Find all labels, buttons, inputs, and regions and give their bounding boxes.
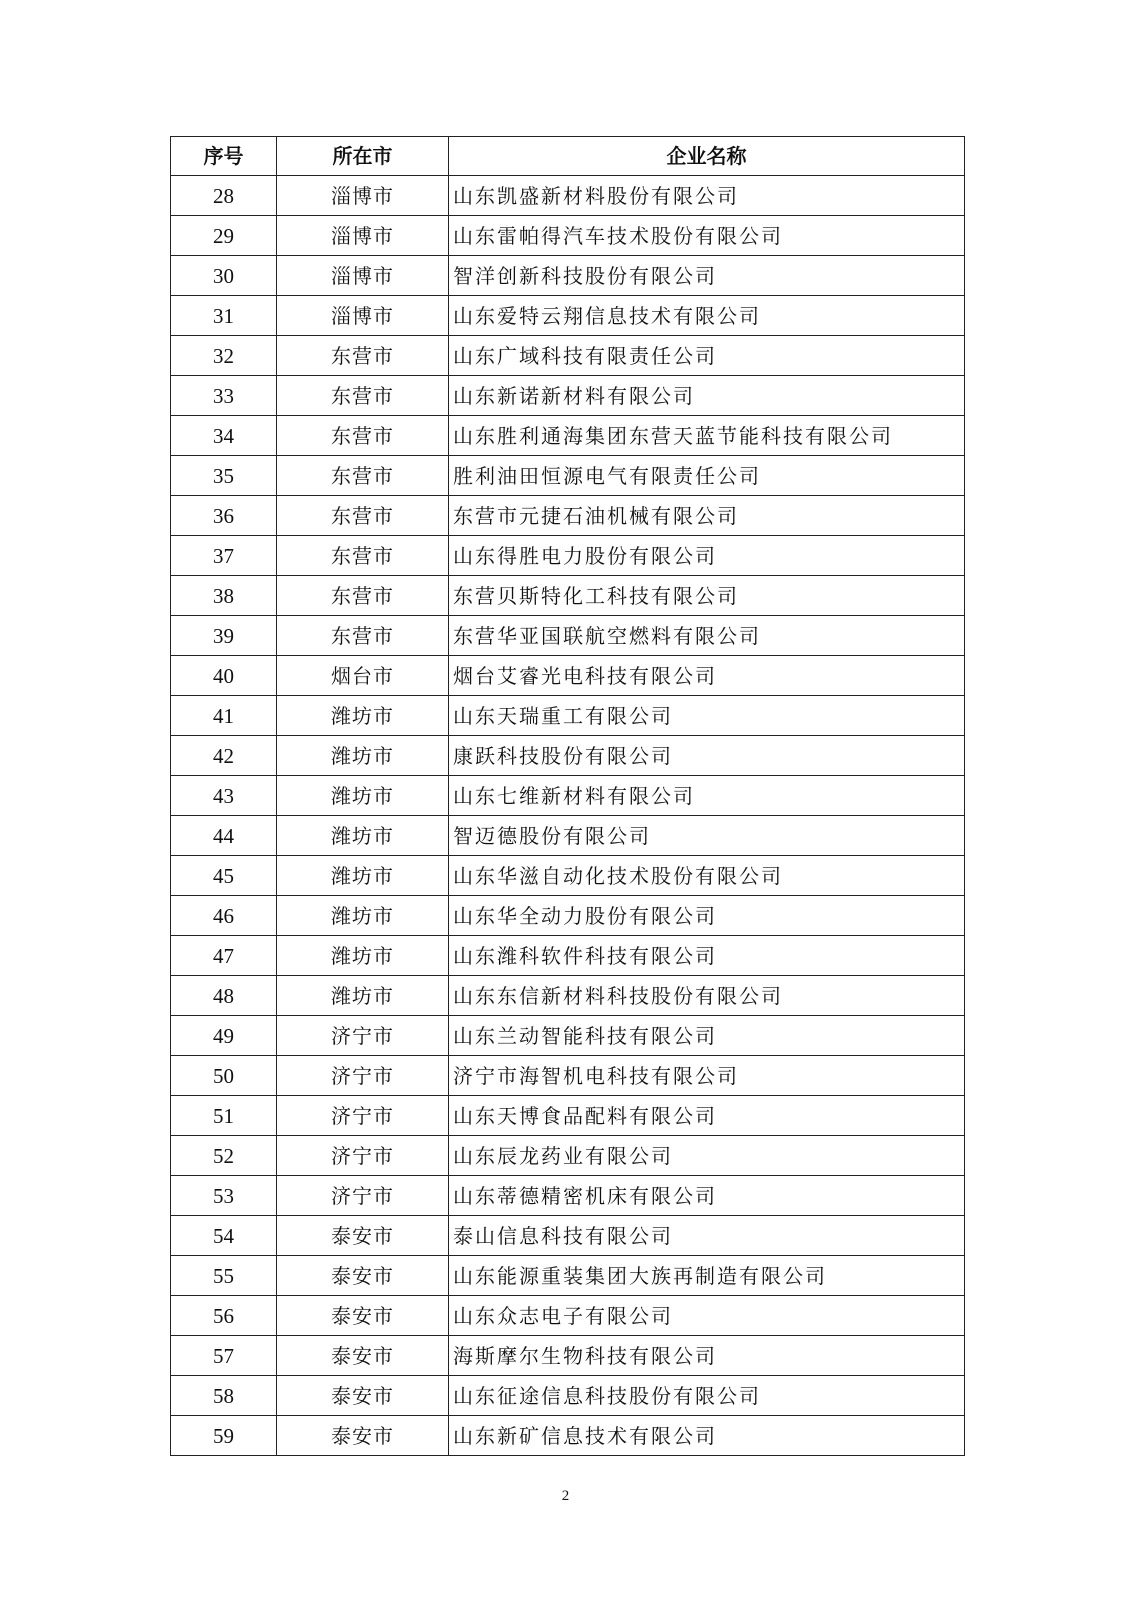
company-name-cell: 山东华滋自动化技术股份有限公司: [449, 856, 965, 896]
table-row: [171, 656, 965, 696]
city-cell: 淄博市: [277, 296, 449, 336]
city-cell: 泰安市: [277, 1256, 449, 1296]
header-company-name: 企业名称: [449, 137, 965, 176]
serial-number-cell: 36: [171, 496, 277, 536]
serial-number-cell: 40: [171, 656, 277, 696]
serial-number-cell: 39: [171, 616, 277, 656]
city-cell: 潍坊市: [277, 896, 449, 936]
city-cell: 淄博市: [277, 256, 449, 296]
table-row: [171, 1176, 965, 1216]
city-cell: 泰安市: [277, 1376, 449, 1416]
city-cell: 东营市: [277, 336, 449, 376]
company-name-cell: 山东新诺新材料有限公司: [449, 376, 965, 416]
table-row: [171, 576, 965, 616]
table-body: [171, 176, 965, 1456]
city-cell: 东营市: [277, 496, 449, 536]
company-name-cell: 康跃科技股份有限公司: [449, 736, 965, 776]
table-row: [171, 856, 965, 896]
city-cell: 淄博市: [277, 216, 449, 256]
company-name-cell: 山东广域科技有限责任公司: [449, 336, 965, 376]
serial-number-cell: 31: [171, 296, 277, 336]
table-row: [171, 216, 965, 256]
city-cell: 烟台市: [277, 656, 449, 696]
city-cell: 东营市: [277, 456, 449, 496]
city-cell: 东营市: [277, 616, 449, 656]
company-name-cell: 济宁市海智机电科技有限公司: [449, 1056, 965, 1096]
company-name-cell: 山东潍科软件科技有限公司: [449, 936, 965, 976]
city-cell: 东营市: [277, 536, 449, 576]
table-row: [171, 376, 965, 416]
city-cell: 泰安市: [277, 1336, 449, 1376]
table-row: [171, 936, 965, 976]
city-cell: 泰安市: [277, 1216, 449, 1256]
city-cell: 潍坊市: [277, 736, 449, 776]
company-name-cell: 东营贝斯特化工科技有限公司: [449, 576, 965, 616]
city-cell: 东营市: [277, 576, 449, 616]
table-row: [171, 456, 965, 496]
serial-number-cell: 58: [171, 1376, 277, 1416]
serial-number-cell: 41: [171, 696, 277, 736]
serial-number-cell: 29: [171, 216, 277, 256]
city-cell: 潍坊市: [277, 816, 449, 856]
serial-number-cell: 57: [171, 1336, 277, 1376]
company-name-cell: 山东辰龙药业有限公司: [449, 1136, 965, 1176]
table-row: [171, 1016, 965, 1056]
city-cell: 潍坊市: [277, 976, 449, 1016]
serial-number-cell: 37: [171, 536, 277, 576]
header-serial-number: 序号: [171, 137, 277, 176]
serial-number-cell: 48: [171, 976, 277, 1016]
table-row: [171, 296, 965, 336]
company-name-cell: 山东凯盛新材料股份有限公司: [449, 176, 965, 216]
serial-number-cell: 42: [171, 736, 277, 776]
city-cell: 潍坊市: [277, 696, 449, 736]
serial-number-cell: 44: [171, 816, 277, 856]
serial-number-cell: 56: [171, 1296, 277, 1336]
city-cell: 济宁市: [277, 1016, 449, 1056]
serial-number-cell: 54: [171, 1216, 277, 1256]
table-row: [171, 1376, 965, 1416]
table-row: [171, 1216, 965, 1256]
serial-number-cell: 35: [171, 456, 277, 496]
table-row: [171, 1256, 965, 1296]
table-row: [171, 416, 965, 456]
serial-number-cell: 30: [171, 256, 277, 296]
city-cell: 潍坊市: [277, 856, 449, 896]
city-cell: 潍坊市: [277, 776, 449, 816]
company-list-table: [170, 136, 965, 1456]
city-cell: 潍坊市: [277, 936, 449, 976]
header-city: 所在市: [277, 137, 449, 176]
serial-number-cell: 28: [171, 176, 277, 216]
company-name-cell: 山东天博食品配料有限公司: [449, 1096, 965, 1136]
serial-number-cell: 34: [171, 416, 277, 456]
city-cell: 济宁市: [277, 1056, 449, 1096]
serial-number-cell: 33: [171, 376, 277, 416]
company-name-cell: 泰山信息科技有限公司: [449, 1216, 965, 1256]
company-name-cell: 山东众志电子有限公司: [449, 1296, 965, 1336]
table-row: [171, 536, 965, 576]
company-name-cell: 东营市元捷石油机械有限公司: [449, 496, 965, 536]
city-cell: 济宁市: [277, 1096, 449, 1136]
table-row: [171, 1416, 965, 1456]
table-row: [171, 976, 965, 1016]
company-name-cell: 山东兰动智能科技有限公司: [449, 1016, 965, 1056]
city-cell: 泰安市: [277, 1296, 449, 1336]
company-name-cell: 山东蒂德精密机床有限公司: [449, 1176, 965, 1216]
serial-number-cell: 49: [171, 1016, 277, 1056]
table-row: [171, 256, 965, 296]
company-name-cell: 海斯摩尔生物科技有限公司: [449, 1336, 965, 1376]
company-name-cell: 山东七维新材料有限公司: [449, 776, 965, 816]
company-name-cell: 智洋创新科技股份有限公司: [449, 256, 965, 296]
serial-number-cell: 46: [171, 896, 277, 936]
company-name-cell: 山东征途信息科技股份有限公司: [449, 1376, 965, 1416]
company-name-cell: 山东华全动力股份有限公司: [449, 896, 965, 936]
table-row: [171, 896, 965, 936]
table-row: [171, 616, 965, 656]
company-name-cell: 山东新矿信息技术有限公司: [449, 1416, 965, 1456]
serial-number-cell: 47: [171, 936, 277, 976]
serial-number-cell: 38: [171, 576, 277, 616]
table-row: [171, 1056, 965, 1096]
table-row: [171, 1096, 965, 1136]
city-cell: 济宁市: [277, 1136, 449, 1176]
serial-number-cell: 52: [171, 1136, 277, 1176]
company-name-cell: 胜利油田恒源电气有限责任公司: [449, 456, 965, 496]
city-cell: 济宁市: [277, 1176, 449, 1216]
company-name-cell: 智迈德股份有限公司: [449, 816, 965, 856]
table-row: [171, 816, 965, 856]
city-cell: 东营市: [277, 416, 449, 456]
company-name-cell: 山东能源重装集团大族再制造有限公司: [449, 1256, 965, 1296]
city-cell: 泰安市: [277, 1416, 449, 1456]
company-name-cell: 山东得胜电力股份有限公司: [449, 536, 965, 576]
serial-number-cell: 53: [171, 1176, 277, 1216]
table-row: [171, 496, 965, 536]
company-name-cell: 山东爱特云翔信息技术有限公司: [449, 296, 965, 336]
city-cell: 东营市: [277, 376, 449, 416]
table-row: [171, 776, 965, 816]
serial-number-cell: 55: [171, 1256, 277, 1296]
company-name-cell: 山东胜利通海集团东营天蓝节能科技有限公司: [449, 416, 965, 456]
page-number: 2: [561, 1488, 570, 1504]
company-name-cell: 东营华亚国联航空燃料有限公司: [449, 616, 965, 656]
table-row: [171, 1336, 965, 1376]
serial-number-cell: 51: [171, 1096, 277, 1136]
serial-number-cell: 32: [171, 336, 277, 376]
table-row: [171, 336, 965, 376]
company-name-cell: 烟台艾睿光电科技有限公司: [449, 656, 965, 696]
serial-number-cell: 43: [171, 776, 277, 816]
serial-number-cell: 50: [171, 1056, 277, 1096]
company-name-cell: 山东雷帕得汽车技术股份有限公司: [449, 216, 965, 256]
table-row: [171, 1136, 965, 1176]
table-row: [171, 736, 965, 776]
table-row: [171, 1296, 965, 1336]
company-name-cell: 山东东信新材料科技股份有限公司: [449, 976, 965, 1016]
serial-number-cell: 45: [171, 856, 277, 896]
table-row: [171, 176, 965, 216]
serial-number-cell: 59: [171, 1416, 277, 1456]
company-name-cell: 山东天瑞重工有限公司: [449, 696, 965, 736]
city-cell: 淄博市: [277, 176, 449, 216]
table-header-row: [171, 137, 965, 176]
table-row: [171, 696, 965, 736]
